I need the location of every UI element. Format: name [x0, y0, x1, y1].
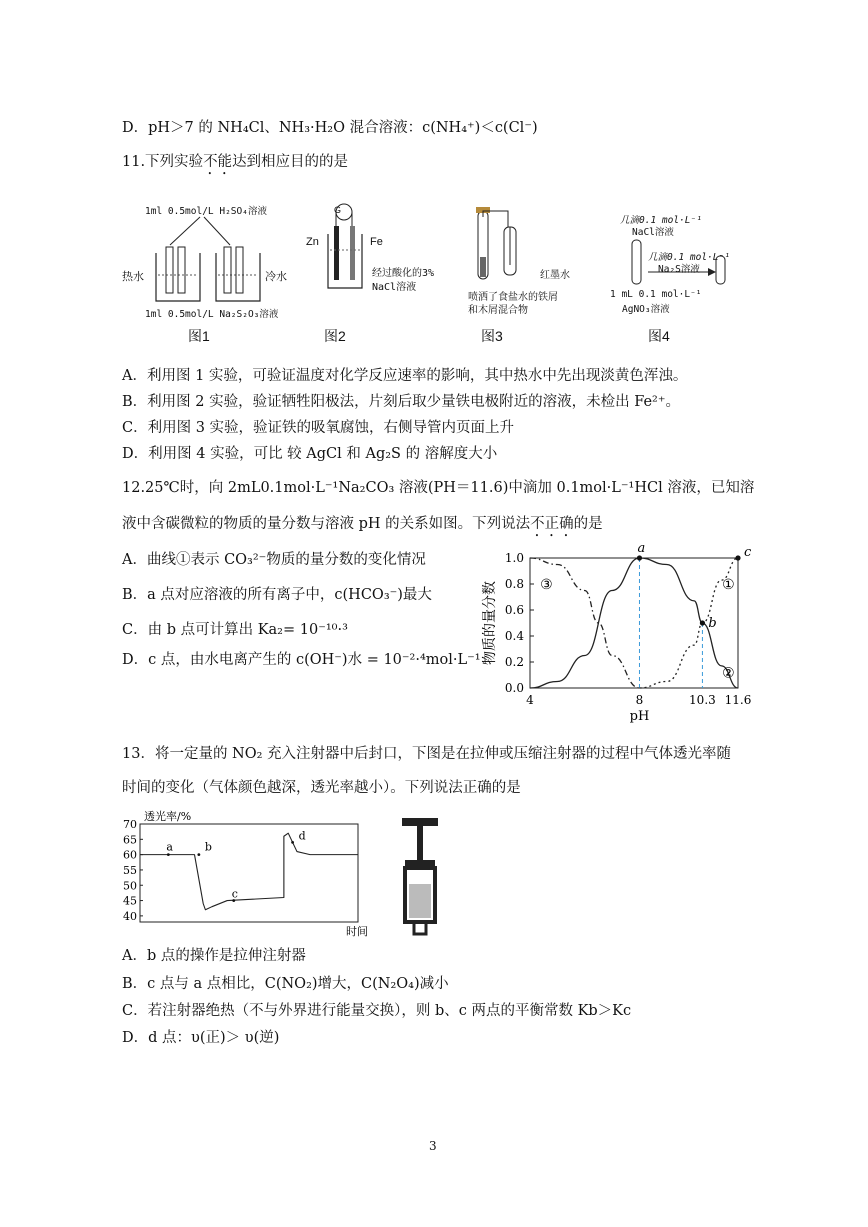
y-tick-label: 45 — [123, 894, 137, 908]
x-axis-label: pH — [629, 709, 650, 724]
point-label-a: a — [166, 840, 173, 854]
y-tick-label: 70 — [123, 818, 137, 831]
fig3-label-line1: 喷洒了食盐水的铁屑 — [468, 292, 558, 303]
fig4-mid-line2: Na₂S溶液 — [658, 264, 700, 275]
point-d — [291, 841, 294, 844]
x-tick-label: 4 — [526, 693, 534, 707]
q13-stem-line1: 13．将一定量的 NO₂ 充入注射器中后封口，下图是在拉伸或压缩注射器的过程中气体透光率随 — [122, 746, 732, 762]
syringe-image — [398, 818, 442, 936]
point-b — [700, 620, 705, 625]
point-label-b: b — [708, 616, 717, 631]
q13-option-b: B．c 点与 a 点相比，C(NO₂)增大，C(N₂O₄)减小 — [122, 976, 449, 992]
q13-option-d: D．d 点：υ(正)＞ υ(逆) — [122, 1030, 280, 1046]
point-c — [735, 555, 740, 560]
point-label-c: c — [744, 545, 752, 560]
fig3-caption: 图3 — [481, 328, 503, 344]
q12-stem-part-a: 液中含碳微粒的物质的量分数与溶液 pH 的关系如图。下列说法 — [122, 516, 531, 532]
q12-option-a: A．曲线①表示 CO₃²⁻物质的量分数的变化情况 — [122, 552, 426, 568]
y-tick-label: 0.2 — [504, 655, 524, 669]
y-axis-label: 透光率/% — [144, 810, 192, 823]
y-tick-label: 40 — [123, 909, 137, 923]
x-axis-label: 时间 — [346, 925, 368, 938]
fig2-caption: 图2 — [324, 328, 346, 344]
q12-option-b: B．a 点对应溶液的所有离子中，c(HCO₃⁻)最大 — [122, 587, 432, 603]
y-tick-label: 1.0 — [504, 551, 524, 565]
fig4-top-line2: NaCl溶液 — [632, 227, 674, 238]
y-tick-label: 55 — [123, 863, 137, 877]
fig2-solution-line1: 经过酸化的3% — [372, 268, 435, 279]
y-tick-label: 60 — [123, 848, 137, 862]
fig3-label-line2: 和木屑混合物 — [468, 305, 528, 316]
q12-option-d: D．c 点，由水电离产生的 c(OH⁻)水 = 10⁻²·⁴mol·L⁻¹ — [122, 652, 481, 668]
fig2-zn-label: Zn — [306, 236, 319, 248]
q10-option-d: D．pH＞7 的 NH₄Cl、NH₃·H₂O 混合溶液：c(NH₄⁺)＜c(Cl⁻) — [122, 120, 538, 136]
q12-stem-line1: 12.25℃时，向 2mL0.1mol·L⁻¹Na₂CO₃ 溶液(PH＝11.6)中滴加 0.1mol·L⁻¹HCl 溶液，已知溶 — [122, 480, 755, 496]
fig4-drawing — [628, 238, 728, 290]
y-tick-label: 0.0 — [504, 681, 524, 695]
q11-option-d: D．利用图 4 实验，可比 较 AgCl 和 Ag₂S 的 溶解度大小 — [122, 446, 498, 462]
fig1-caption: 图1 — [188, 328, 210, 344]
point-a — [167, 853, 170, 856]
q11-stem-emph: 不能 — [203, 154, 233, 170]
fig4-mid-line1: 几滴0.1 mol·L⁻¹ — [648, 252, 730, 263]
fig2-drawing — [320, 200, 380, 300]
point-b — [197, 853, 200, 856]
q12-stem-emph: 不正确 — [530, 516, 574, 532]
y-tick-label: 65 — [123, 833, 137, 847]
y-axis-label: 物质的量分数 — [482, 581, 498, 665]
q12-option-c: C．由 b 点可计算出 Ka₂= 10⁻¹⁰·³ — [122, 622, 348, 638]
y-tick-label: 0.6 — [504, 603, 524, 617]
fig1-left-label: 热水 — [122, 270, 144, 283]
x-tick-label: 8 — [635, 693, 644, 707]
point-a — [637, 555, 642, 560]
point-label-a: a — [637, 541, 646, 556]
x-tick-label: 10.3 — [689, 693, 716, 707]
fig1-bottom-label: 1ml 0.5mol/L Na₂S₂O₃溶液 — [145, 309, 279, 320]
series-label-1: ① — [722, 577, 735, 593]
q11-option-b: B．利用图 2 实验，验证牺牲阳极法，片刻后取少量铁电极附近的溶液，未检出 Fe²⁺。 — [122, 394, 681, 410]
fig4-bottom-line1: 1 mL 0.1 mol·L⁻¹ — [610, 289, 702, 300]
fig2-galvanometer-label: G — [334, 205, 342, 215]
series-line-2 — [530, 558, 738, 688]
q12-chart — [480, 540, 760, 730]
q12-stem-line2 — [122, 514, 603, 540]
fig3-red-ink-label: 红墨水 — [540, 270, 570, 281]
fig4-bottom-line2: AgNO₃溶液 — [622, 304, 670, 315]
fig4-caption: 图4 — [648, 328, 670, 344]
q13-chart — [112, 808, 382, 942]
fig2-solution-line2: NaCl溶液 — [372, 282, 417, 293]
fig3-drawing — [470, 205, 540, 285]
q13-stem-line2: 时间的变化（气体颜色越深，透光率越小）。下列说法正确的是 — [122, 780, 521, 796]
y-tick-label: 50 — [123, 879, 137, 893]
fig2-fe-label: Fe — [370, 236, 383, 248]
q12-stem-part-b: 的是 — [573, 516, 603, 532]
fig1-right-label: 冷水 — [265, 270, 287, 283]
fig4-top-line1: 几滴0.1 mol·L⁻¹ — [620, 215, 702, 226]
q11-stem — [122, 152, 348, 178]
q13-option-c: C．若注射器绝热（不与外界进行能量交换），则 b、c 两点的平衡常数 Kb＞Kc — [122, 1003, 632, 1019]
point-label-d: d — [298, 829, 306, 843]
q11-option-a: A．利用图 1 实验，可验证温度对化学反应速率的影响，其中热水中先出现淡黄色浑浊。 — [122, 368, 688, 384]
x-tick-label: 11.6 — [724, 693, 752, 707]
series-label-3: ③ — [540, 577, 553, 593]
q11-option-c: C．利用图 3 实验，验证铁的吸氧腐蚀，右侧导管内页面上升 — [122, 420, 515, 436]
q11-stem-suffix: 达到相应目的的是 — [232, 154, 349, 170]
point-label-b: b — [204, 840, 212, 854]
plot-frame — [530, 558, 738, 688]
page-number: 3 — [429, 1139, 437, 1153]
fig1-top-label: 1ml 0.5mol/L H₂SO₄溶液 — [145, 206, 267, 217]
y-tick-label: 0.4 — [504, 629, 524, 643]
q11-stem-prefix: 11.下列实验 — [122, 154, 204, 170]
plot-frame — [140, 824, 358, 922]
q13-option-a: A．b 点的操作是拉伸注射器 — [122, 948, 306, 964]
y-tick-label: 0.8 — [504, 577, 524, 591]
point-label-c: c — [231, 887, 238, 901]
series-label-2: ② — [722, 665, 735, 682]
